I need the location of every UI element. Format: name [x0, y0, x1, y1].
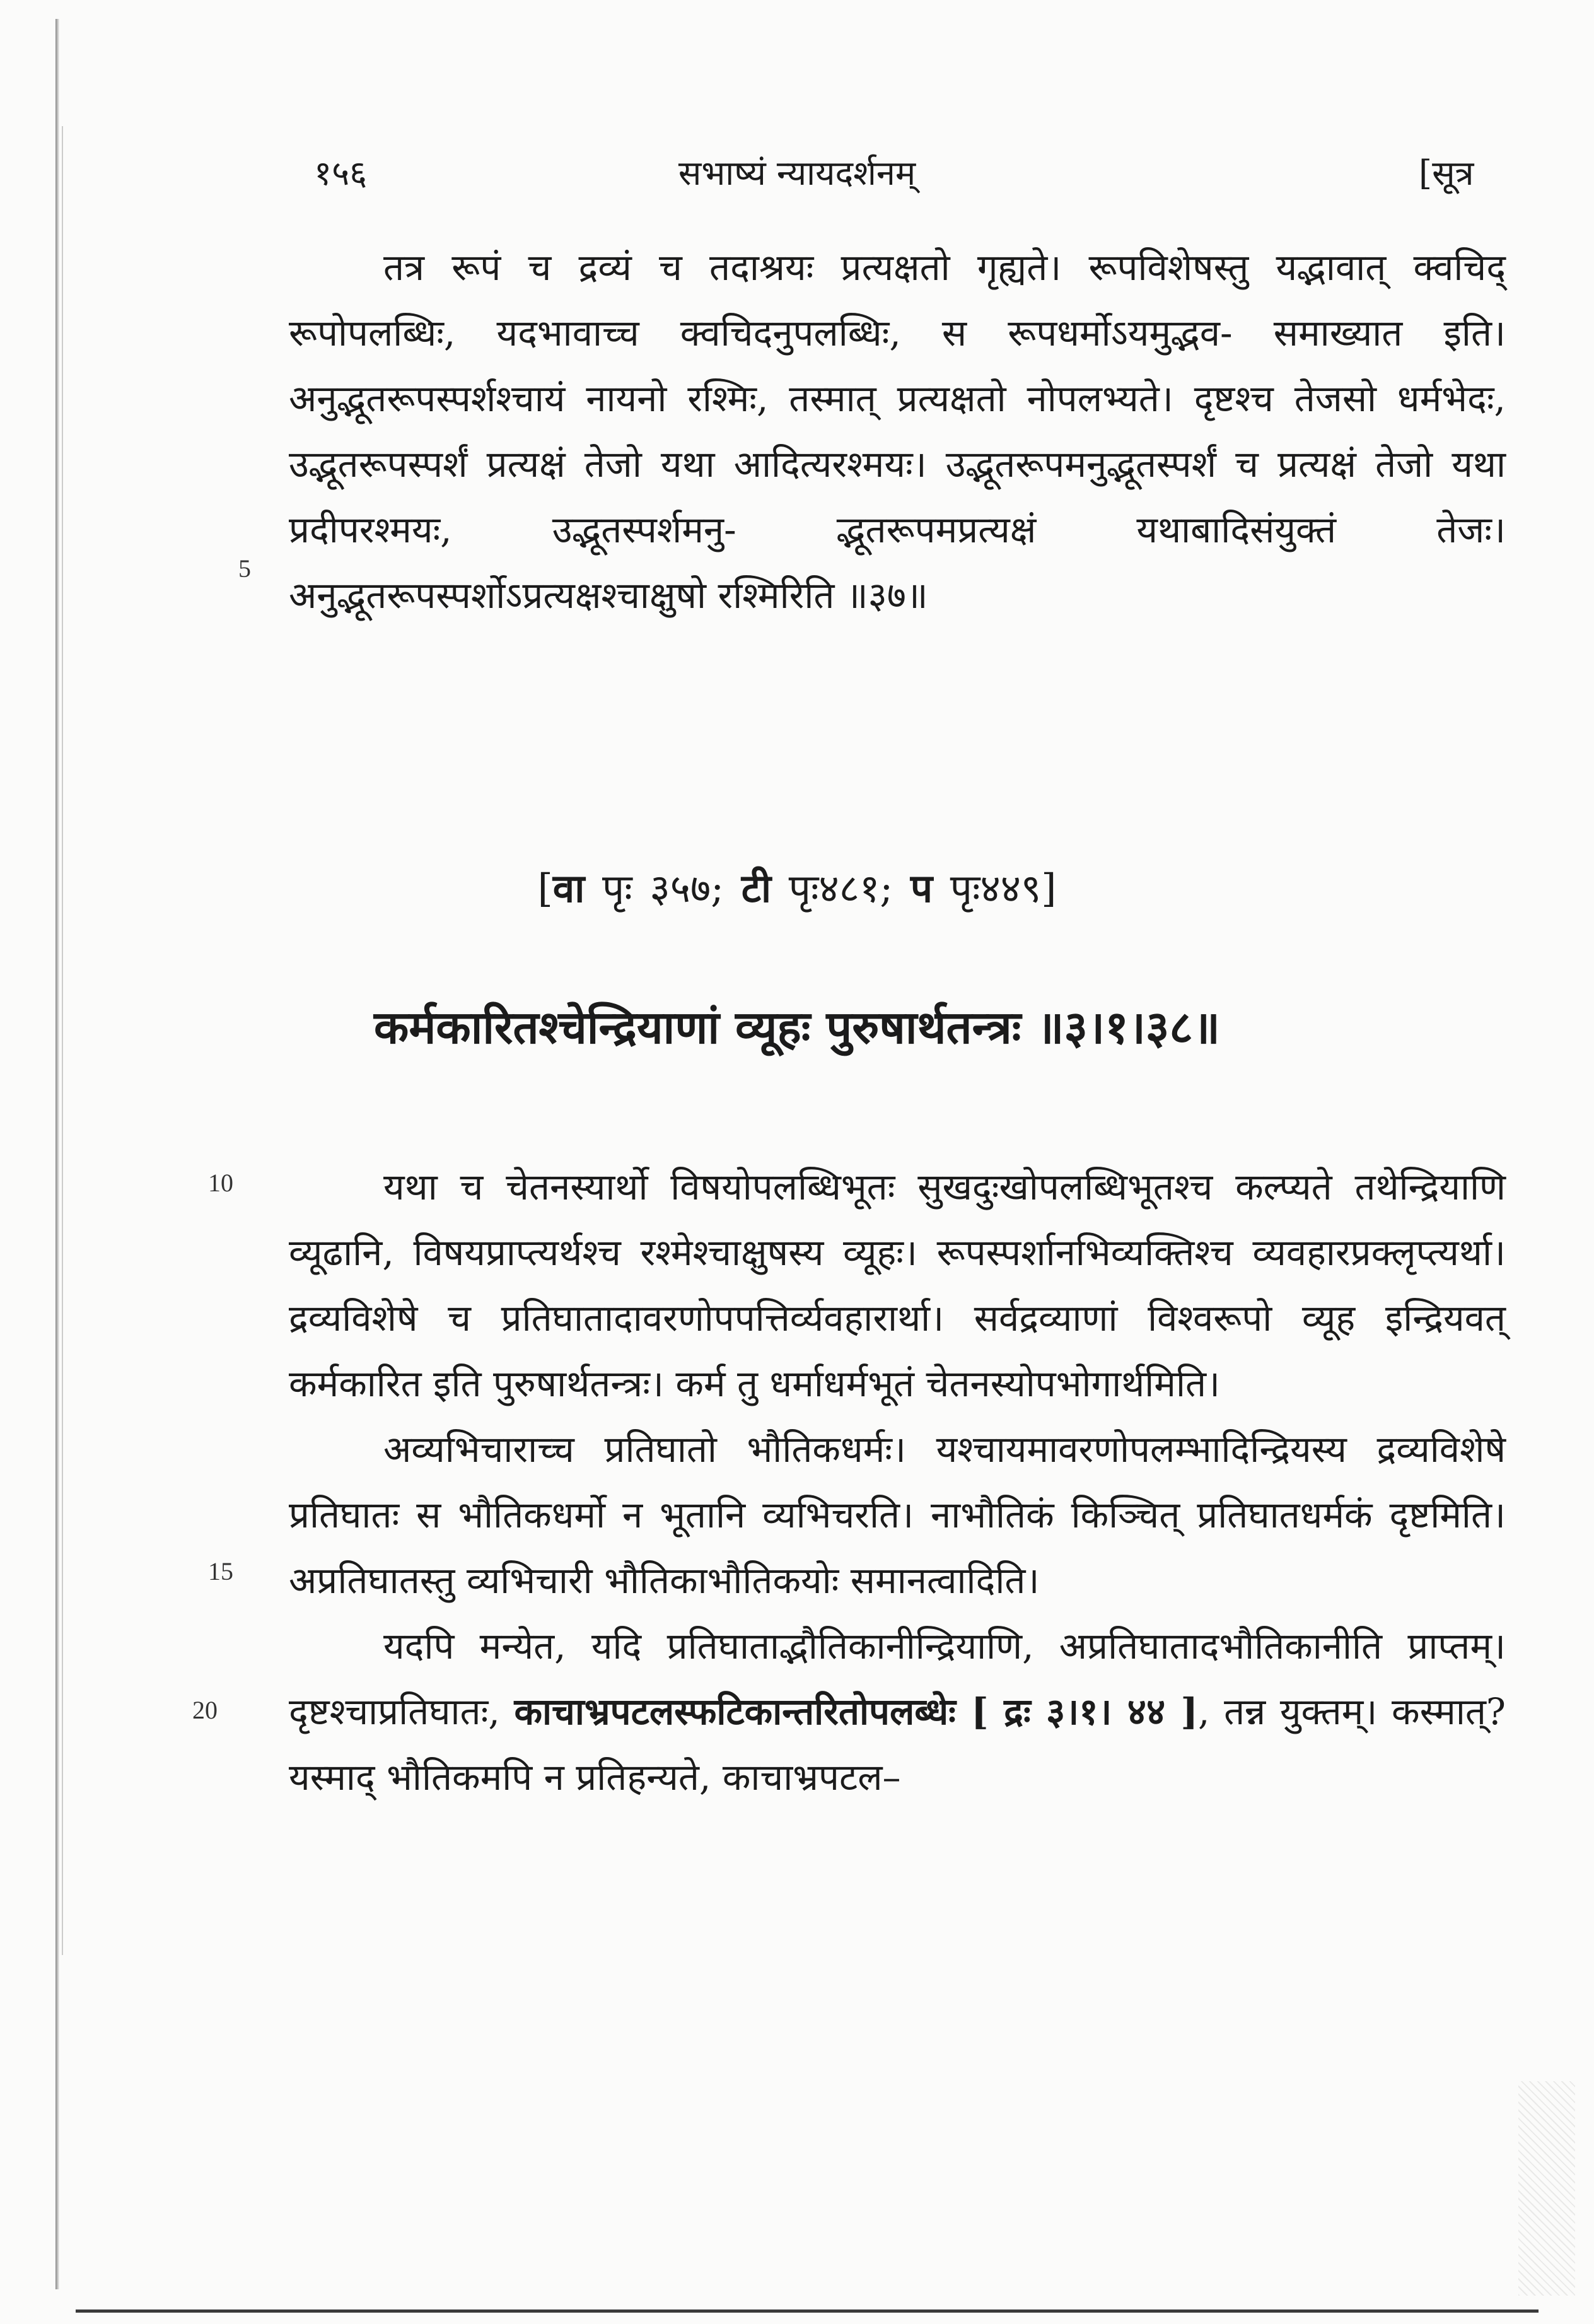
para4-text-end: , तन्न युक्तम्। कस्मात्? यस्माद् भौतिकमपि न प्रतिहन्यते, काचाभ्रपटल–	[289, 1690, 1506, 1799]
sutra-heading: कर्मकारितश्चेन्द्रियाणां व्यूहः पुरुषार्थतन्त्रः ॥३।१।३८॥	[374, 1000, 1220, 1054]
ref-va: वा	[552, 865, 585, 911]
commentary-paragraph: यथा च चेतनस्यार्थो विषयोपलब्धिभूतः सुखदुःखोपलब्धिभूतश्च कल्प्यते तथेन्द्रियाणि व्यूढानि, विषयप्राप्त्यर्थश्च रश्मेश्चाक्षुषस्य व्यूहः। रूपस्पर्शानभिव्यक्तिश्च व्यवहारप्रक्लृप्त्यर्था। द्रव्यविशेषे च प्रतिघातादावरणोपपत्तिर्व्यवहारार्था। सर्वद्रव्याणां विश्वरूपो व्यूह इन्द्रियवत् कर्मकारित इति पुरुषार्थतन्त्रः। कर्म तु धर्माधर्मभूतं चेतनस्योपभोगार्थमिति।	[289, 1165, 1506, 1405]
commentary-paragraph	[289, 1613, 1506, 1810]
commentary-paragraph: तत्र रूपं च द्रव्यं च तदाश्रयः प्रत्यक्षतो गृह्यते। रूपविशेषस्तु यद्भावात् क्वचिद् रूपोपलब्धिः, यदभावाच्च क्वचिदनुपलब्धिः, स रूपधर्मोऽयमुद्भव- समाख्यात इति। अनुद्भूतरूपस्पर्शश्चायं नायनो रश्मिः, तस्मात् प्रत्यक्षतो नोपलभ्यते। दृष्टश्च तेजसो धर्मभेदः, उद्भूतरूपस्पर्शं प्रत्यक्षं तेजो यथा आदित्यरश्मयः। उद्भूतरूपमनुद्भूतस्पर्शं च प्रत्यक्षं तेजो यथा प्रदीपरश्मयः, उद्भूतस्पर्शमनु- द्भूतरूपमप्रत्यक्षं यथाबादिसंयुक्तं तेजः। अनुद्भूतरूपस्पर्शोऽप्रत्यक्षश्चाक्षुषो रश्मिरिति ॥३७॥	[289, 246, 1506, 617]
ref-ti-page: पृः४८१;	[771, 865, 910, 911]
page-header	[0, 148, 1594, 205]
scan-noise	[1518, 2081, 1575, 2296]
ref-pa: प	[910, 865, 933, 911]
commentary-block-2	[289, 1154, 1506, 1810]
line-number: 10	[208, 1169, 233, 1197]
scan-bottom-border	[76, 2309, 1539, 2313]
para4-text: यदपि मन्येत, यदि प्रतिघाताद्भौतिकानीन्द्रियाणि, अप्रतिघातादभौतिकानीति प्राप्तम्। दृष्टश्चाप्रतिघातः,	[289, 1625, 1506, 1733]
reference-line	[0, 861, 1594, 914]
ref-va-page: पृः ३५७;	[585, 865, 742, 911]
section-mark: [सूत्र	[1419, 153, 1474, 193]
line-number: 15	[208, 1557, 233, 1585]
ref-ti: टी	[741, 865, 772, 911]
line-number: 20	[192, 1696, 218, 1724]
line-number: 5	[238, 554, 251, 583]
page-number: १५६	[314, 153, 368, 193]
ref-bracket: [	[537, 865, 553, 911]
scan-edge-shadow	[55, 19, 59, 2289]
para4-bold-citation: काचाभ्रपटलस्फटिकान्तरितोपलब्धेः [ द्रः ३।१। ४४ ]	[514, 1690, 1198, 1733]
commentary-block-1	[289, 235, 1506, 628]
running-title: सभाष्यं न्यायदर्शनम्	[678, 153, 916, 193]
commentary-paragraph: अव्यभिचाराच्च प्रतिघातो भौतिकधर्मः। यश्चायमावरणोपलम्भादिन्द्रियस्य द्रव्यविशेषे प्रतिघातः स भौतिकधर्मो न भूतानि व्यभिचरति। नाभौतिकं किञ्चित् प्रतिघातधर्मकं दृष्टमिति। अप्रतिघातस्तु व्यभिचारी भौतिकाभौतिकयोः समानत्वादिति।	[289, 1428, 1506, 1602]
ref-pa-page: पृः४४९]	[933, 865, 1057, 911]
